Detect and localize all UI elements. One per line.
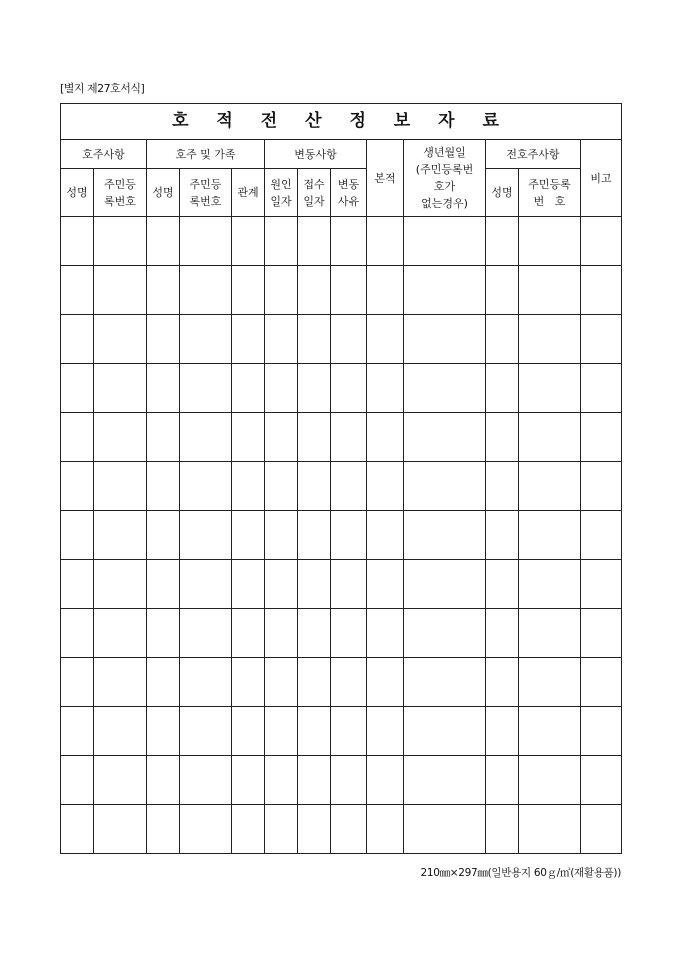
entry-cell[interactable] xyxy=(367,462,404,511)
registry-header: 본적 xyxy=(367,140,404,217)
entry-cell[interactable] xyxy=(147,560,180,609)
relation-header: 관계 xyxy=(232,169,265,217)
entry-cell[interactable] xyxy=(486,413,519,462)
entry-cell[interactable] xyxy=(232,413,265,462)
entry-cell[interactable] xyxy=(367,658,404,707)
entry-cell[interactable] xyxy=(404,560,486,609)
table-row xyxy=(61,560,622,609)
entry-cell[interactable] xyxy=(232,266,265,315)
entry-cell[interactable] xyxy=(232,315,265,364)
entry-cell[interactable] xyxy=(331,364,367,413)
header-line: 록번호 xyxy=(104,194,136,208)
table-row xyxy=(61,658,622,707)
entry-cell[interactable] xyxy=(180,609,232,658)
entry-cell[interactable] xyxy=(94,266,147,315)
entry-cell[interactable] xyxy=(519,560,581,609)
entry-cell[interactable] xyxy=(486,560,519,609)
entry-cell[interactable] xyxy=(519,266,581,315)
entry-cell[interactable] xyxy=(180,217,232,266)
entry-cell[interactable] xyxy=(298,756,331,805)
entry-cell[interactable] xyxy=(298,707,331,756)
entry-cell[interactable] xyxy=(180,462,232,511)
entry-cell[interactable] xyxy=(147,756,180,805)
entry-cell[interactable] xyxy=(94,217,147,266)
entry-cell[interactable] xyxy=(486,462,519,511)
header-line: 록번호 xyxy=(189,194,222,208)
entry-cell[interactable] xyxy=(180,315,232,364)
entry-cell[interactable] xyxy=(265,756,298,805)
entry-cell[interactable] xyxy=(486,756,519,805)
entry-cell[interactable] xyxy=(298,266,331,315)
householder-resident-no-header xyxy=(94,169,147,217)
entry-cell[interactable] xyxy=(298,560,331,609)
entry-cell[interactable] xyxy=(581,511,622,560)
entry-cell[interactable] xyxy=(581,364,622,413)
table-row xyxy=(61,462,622,511)
entry-cell[interactable] xyxy=(404,658,486,707)
entry-cell[interactable] xyxy=(61,511,94,560)
header-line: 원인 xyxy=(270,177,292,191)
entry-cell[interactable] xyxy=(581,805,622,854)
entry-cell[interactable] xyxy=(61,266,94,315)
entry-cell[interactable] xyxy=(367,707,404,756)
entry-cell[interactable] xyxy=(298,413,331,462)
entry-cell[interactable] xyxy=(61,756,94,805)
entry-cell[interactable] xyxy=(331,658,367,707)
entry-cell[interactable] xyxy=(404,609,486,658)
entry-cell[interactable] xyxy=(94,707,147,756)
entry-cell[interactable] xyxy=(404,266,486,315)
entry-cell[interactable] xyxy=(180,266,232,315)
entry-cell[interactable] xyxy=(61,217,94,266)
entry-cell[interactable] xyxy=(147,658,180,707)
entry-cell[interactable] xyxy=(367,560,404,609)
entry-cell[interactable] xyxy=(331,315,367,364)
entry-cell[interactable] xyxy=(61,609,94,658)
entry-cell[interactable] xyxy=(404,805,486,854)
entry-cell[interactable] xyxy=(61,560,94,609)
entry-cell[interactable] xyxy=(232,560,265,609)
entry-cell[interactable] xyxy=(486,609,519,658)
entry-cell[interactable] xyxy=(232,756,265,805)
change-group-header: 변동사항 xyxy=(265,140,367,169)
entry-cell[interactable] xyxy=(94,805,147,854)
entry-cell[interactable] xyxy=(331,560,367,609)
entry-cell[interactable] xyxy=(265,511,298,560)
entry-cell[interactable] xyxy=(94,658,147,707)
header-line: 일자 xyxy=(270,194,292,208)
entry-cell[interactable] xyxy=(298,658,331,707)
entry-cell[interactable] xyxy=(367,756,404,805)
entry-cell[interactable] xyxy=(331,462,367,511)
entry-cell[interactable] xyxy=(519,364,581,413)
paper-spec-footer: 210㎜×297㎜(일반용지 60ｇ/㎡(재활용품)) xyxy=(420,867,621,879)
entry-cell[interactable] xyxy=(331,805,367,854)
entry-cell[interactable] xyxy=(265,560,298,609)
entry-cell[interactable] xyxy=(265,462,298,511)
entry-cell[interactable] xyxy=(519,756,581,805)
entry-cell[interactable] xyxy=(298,609,331,658)
header-line: 주민등 xyxy=(104,177,136,191)
entry-cell[interactable] xyxy=(180,658,232,707)
entry-cell[interactable] xyxy=(581,756,622,805)
form-title: 호 적 전 산 정 보 자 료 xyxy=(61,104,622,140)
householder-name-header: 성명 xyxy=(61,169,94,217)
entry-cell[interactable] xyxy=(298,315,331,364)
entry-cell[interactable] xyxy=(367,805,404,854)
entry-cell[interactable] xyxy=(331,511,367,560)
table-row xyxy=(61,315,622,364)
entry-cell[interactable] xyxy=(486,707,519,756)
entry-cell[interactable] xyxy=(61,364,94,413)
entry-cell[interactable] xyxy=(147,609,180,658)
entry-cell[interactable] xyxy=(147,805,180,854)
entry-cell[interactable] xyxy=(61,658,94,707)
entry-cell[interactable] xyxy=(404,315,486,364)
birth-header-line: (주민등록번 xyxy=(415,163,474,176)
entry-cell[interactable] xyxy=(581,658,622,707)
entry-cell[interactable] xyxy=(404,217,486,266)
table-row xyxy=(61,609,622,658)
entry-cell[interactable] xyxy=(519,462,581,511)
table-row xyxy=(61,217,622,266)
entry-cell[interactable] xyxy=(581,266,622,315)
entry-cell[interactable] xyxy=(94,315,147,364)
entry-cell[interactable] xyxy=(331,413,367,462)
entry-cell[interactable] xyxy=(331,756,367,805)
entry-cell[interactable] xyxy=(581,217,622,266)
entry-cell[interactable] xyxy=(94,511,147,560)
entry-cell[interactable] xyxy=(265,266,298,315)
entry-cell[interactable] xyxy=(180,364,232,413)
entry-cell[interactable] xyxy=(486,315,519,364)
entry-cell[interactable] xyxy=(265,707,298,756)
entry-cell[interactable] xyxy=(232,609,265,658)
entry-cell[interactable] xyxy=(519,511,581,560)
entry-cell[interactable] xyxy=(232,364,265,413)
entry-cell[interactable] xyxy=(581,462,622,511)
entry-cell[interactable] xyxy=(265,609,298,658)
entry-cell[interactable] xyxy=(581,315,622,364)
entry-cell[interactable] xyxy=(180,413,232,462)
header-line: 일자 xyxy=(303,194,325,208)
entry-cell[interactable] xyxy=(519,609,581,658)
entry-cell[interactable] xyxy=(298,805,331,854)
entry-cell[interactable] xyxy=(180,707,232,756)
entry-cell[interactable] xyxy=(486,511,519,560)
entry-cell[interactable] xyxy=(486,266,519,315)
table-row xyxy=(61,707,622,756)
header-line: 접수 xyxy=(303,177,325,191)
entry-cell[interactable] xyxy=(232,511,265,560)
entry-cell[interactable] xyxy=(94,413,147,462)
entry-cell[interactable] xyxy=(331,609,367,658)
entry-cell[interactable] xyxy=(61,462,94,511)
entry-cell[interactable] xyxy=(581,560,622,609)
entry-cell[interactable] xyxy=(486,217,519,266)
entry-cell[interactable] xyxy=(61,315,94,364)
table-row xyxy=(61,805,622,854)
entry-cell[interactable] xyxy=(581,413,622,462)
entry-cell[interactable] xyxy=(94,462,147,511)
entry-cell[interactable] xyxy=(298,217,331,266)
entry-cell[interactable] xyxy=(367,609,404,658)
entry-cell[interactable] xyxy=(94,609,147,658)
entry-cell[interactable] xyxy=(486,805,519,854)
entry-cell[interactable] xyxy=(298,511,331,560)
entry-cell[interactable] xyxy=(147,217,180,266)
entry-cell[interactable] xyxy=(265,658,298,707)
entry-cell[interactable] xyxy=(94,560,147,609)
entry-cell[interactable] xyxy=(232,658,265,707)
entry-cell[interactable] xyxy=(519,707,581,756)
entry-cell[interactable] xyxy=(147,511,180,560)
birth-date-header xyxy=(404,140,486,217)
entry-cell[interactable] xyxy=(404,364,486,413)
entry-cell[interactable] xyxy=(486,658,519,707)
entry-cell[interactable] xyxy=(331,266,367,315)
entry-cell[interactable] xyxy=(61,805,94,854)
entry-cell[interactable] xyxy=(265,315,298,364)
entry-cell[interactable] xyxy=(404,707,486,756)
entry-cell[interactable] xyxy=(232,217,265,266)
entry-cell[interactable] xyxy=(298,462,331,511)
entry-cell[interactable] xyxy=(367,413,404,462)
entry-cell[interactable] xyxy=(404,413,486,462)
header-line: 주민등록 xyxy=(528,177,571,191)
entry-cell[interactable] xyxy=(232,707,265,756)
entry-cell[interactable] xyxy=(94,756,147,805)
entry-cell[interactable] xyxy=(331,217,367,266)
records-table xyxy=(60,103,622,854)
entry-cell[interactable] xyxy=(147,707,180,756)
entry-cell[interactable] xyxy=(486,364,519,413)
entry-cell[interactable] xyxy=(367,511,404,560)
cause-date-header xyxy=(265,169,298,217)
entry-cell[interactable] xyxy=(232,805,265,854)
entry-cell[interactable] xyxy=(519,805,581,854)
entry-cell[interactable] xyxy=(265,413,298,462)
entry-cell[interactable] xyxy=(519,658,581,707)
birth-header-line: 없는경우) xyxy=(421,197,468,210)
entry-cell[interactable] xyxy=(404,756,486,805)
entry-cell[interactable] xyxy=(265,364,298,413)
entry-cell[interactable] xyxy=(367,315,404,364)
table-row xyxy=(61,364,622,413)
entry-cell[interactable] xyxy=(331,707,367,756)
birth-header-line: 호가 xyxy=(433,180,456,193)
prev-householder-group-header: 전호주사항 xyxy=(486,140,581,169)
entry-cell[interactable] xyxy=(180,560,232,609)
entry-cell[interactable] xyxy=(404,462,486,511)
entry-cell[interactable] xyxy=(581,609,622,658)
entry-cell[interactable] xyxy=(519,315,581,364)
birth-header-line: 생년월일 xyxy=(423,146,466,159)
entry-cell[interactable] xyxy=(298,364,331,413)
entry-cell[interactable] xyxy=(265,217,298,266)
entry-cell[interactable] xyxy=(180,756,232,805)
entry-cell[interactable] xyxy=(147,413,180,462)
table-row xyxy=(61,413,622,462)
prev-householder-resident-no-header xyxy=(519,169,581,217)
entry-cell[interactable] xyxy=(519,217,581,266)
entry-cell[interactable] xyxy=(404,511,486,560)
entry-cell[interactable] xyxy=(94,364,147,413)
table-row xyxy=(61,511,622,560)
entry-cell[interactable] xyxy=(519,413,581,462)
table-row xyxy=(61,756,622,805)
form-number-label: [별지 제27호서식] xyxy=(60,82,145,95)
entry-cell[interactable] xyxy=(367,266,404,315)
header-line: 번 호 xyxy=(533,194,566,208)
change-reason-header xyxy=(331,169,367,217)
header-line: 주민등 xyxy=(189,177,222,191)
family-resident-no-header xyxy=(180,169,232,217)
table-row xyxy=(61,266,622,315)
entry-cell[interactable] xyxy=(367,364,404,413)
entry-cell[interactable] xyxy=(265,805,298,854)
prev-householder-name-header: 성명 xyxy=(486,169,519,217)
entry-cell[interactable] xyxy=(367,217,404,266)
family-name-header: 성명 xyxy=(147,169,180,217)
remarks-header: 비고 xyxy=(581,140,622,217)
entry-cell[interactable] xyxy=(61,413,94,462)
family-group-header: 호주 및 가족 xyxy=(147,140,265,169)
receipt-date-header xyxy=(298,169,331,217)
entry-cell[interactable] xyxy=(61,707,94,756)
entry-cell[interactable] xyxy=(147,462,180,511)
entry-cell[interactable] xyxy=(180,511,232,560)
header-line: 변동 xyxy=(337,177,360,191)
entry-cell[interactable] xyxy=(147,364,180,413)
entry-cell[interactable] xyxy=(581,707,622,756)
householder-group-header: 호주사항 xyxy=(61,140,147,169)
entry-cell[interactable] xyxy=(147,266,180,315)
header-line: 사유 xyxy=(337,194,360,208)
entry-cell[interactable] xyxy=(232,462,265,511)
entry-cell[interactable] xyxy=(147,315,180,364)
entry-cell[interactable] xyxy=(180,805,232,854)
